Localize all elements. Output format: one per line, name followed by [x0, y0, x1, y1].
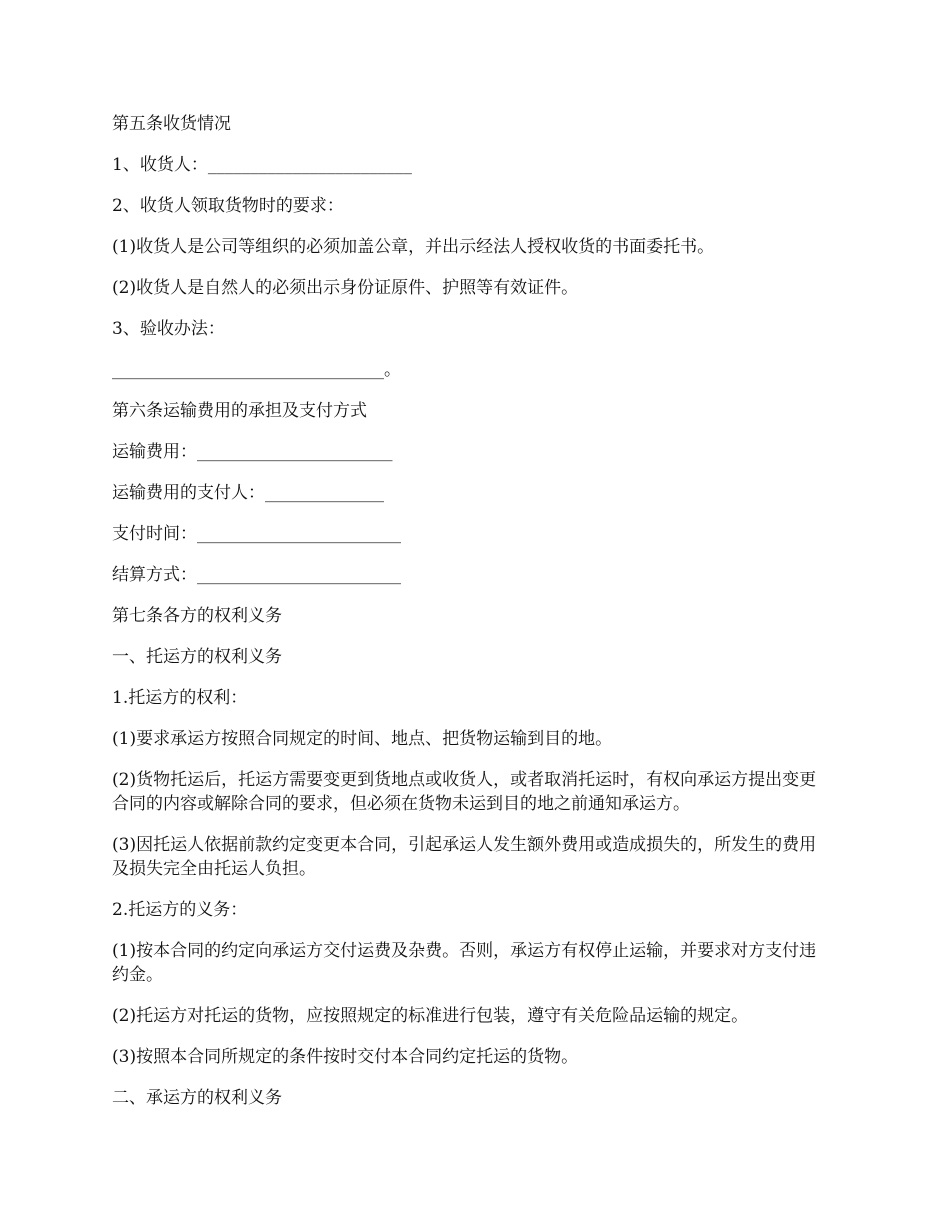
- article-7-heading: 第七条各方的权利义务: [112, 606, 282, 626]
- article-5-heading: 第五条收货情况: [112, 114, 231, 134]
- shipper-rights-heading: 1.托运方的权利：: [112, 688, 248, 708]
- payment-time-line: 支付时间：________________________: [112, 524, 401, 544]
- shipper-rights-obligations-heading: 一、托运方的权利义务: [112, 647, 282, 667]
- settlement-method-line: 结算方式：________________________: [112, 565, 401, 585]
- shipper-right-2: (2)货物托运后，托运方需要变更到货地点或收货人，或者取消托运时，有权向承运方提出变更合同的内容或解除合同的要求，但必须在货物未运到目的地之前通知承运方。: [112, 770, 817, 814]
- acceptance-method-blank: ________________________________。: [112, 360, 401, 380]
- requirement-natural-person: (2)收货人是自然人的必须出示身份证原件、护照等有效证件。: [112, 278, 579, 298]
- article-6-heading: 第六条运输费用的承担及支付方式: [112, 401, 367, 421]
- shipper-right-1: (1)要求承运方按照合同规定的时间、地点、把货物运输到目的地。: [112, 729, 613, 749]
- shipper-right-3: (3)因托运人依据前款约定变更本合同，引起承运人发生额外费用或造成损失的，所发生的费用及损失完全由托运人负担。: [112, 835, 817, 879]
- fee-payer-line: 运输费用的支付人：______________: [112, 483, 384, 503]
- requirement-organization: (1)收货人是公司等组织的必须加盖公章，并出示经法人授权收货的书面委托书。: [112, 237, 715, 257]
- consignee-line: 1、收货人：________________________: [112, 155, 412, 175]
- acceptance-method-heading: 3、验收办法：: [112, 319, 225, 339]
- carrier-rights-obligations-heading: 二、承运方的权利义务: [112, 1088, 282, 1108]
- consignee-requirements-heading: 2、收货人领取货物时的要求：: [112, 196, 344, 216]
- transport-fee-line: 运输费用：_______________________: [112, 442, 393, 462]
- shipper-obligations-heading: 2.托运方的义务：: [112, 900, 248, 920]
- document-body: [112, 112, 827, 1110]
- shipper-obligation-1: (1)按本合同的约定向承运方交付运费及杂费。否则，承运方有权停止运输，并要求对方支付违约金。: [112, 941, 817, 985]
- shipper-obligation-3: (3)按照本合同所规定的条件按时交付本合同约定托运的货物。: [112, 1047, 579, 1067]
- shipper-obligation-2: (2)托运方对托运的货物，应按照规定的标准进行包装，遵守有关危险品运输的规定。: [112, 1006, 749, 1026]
